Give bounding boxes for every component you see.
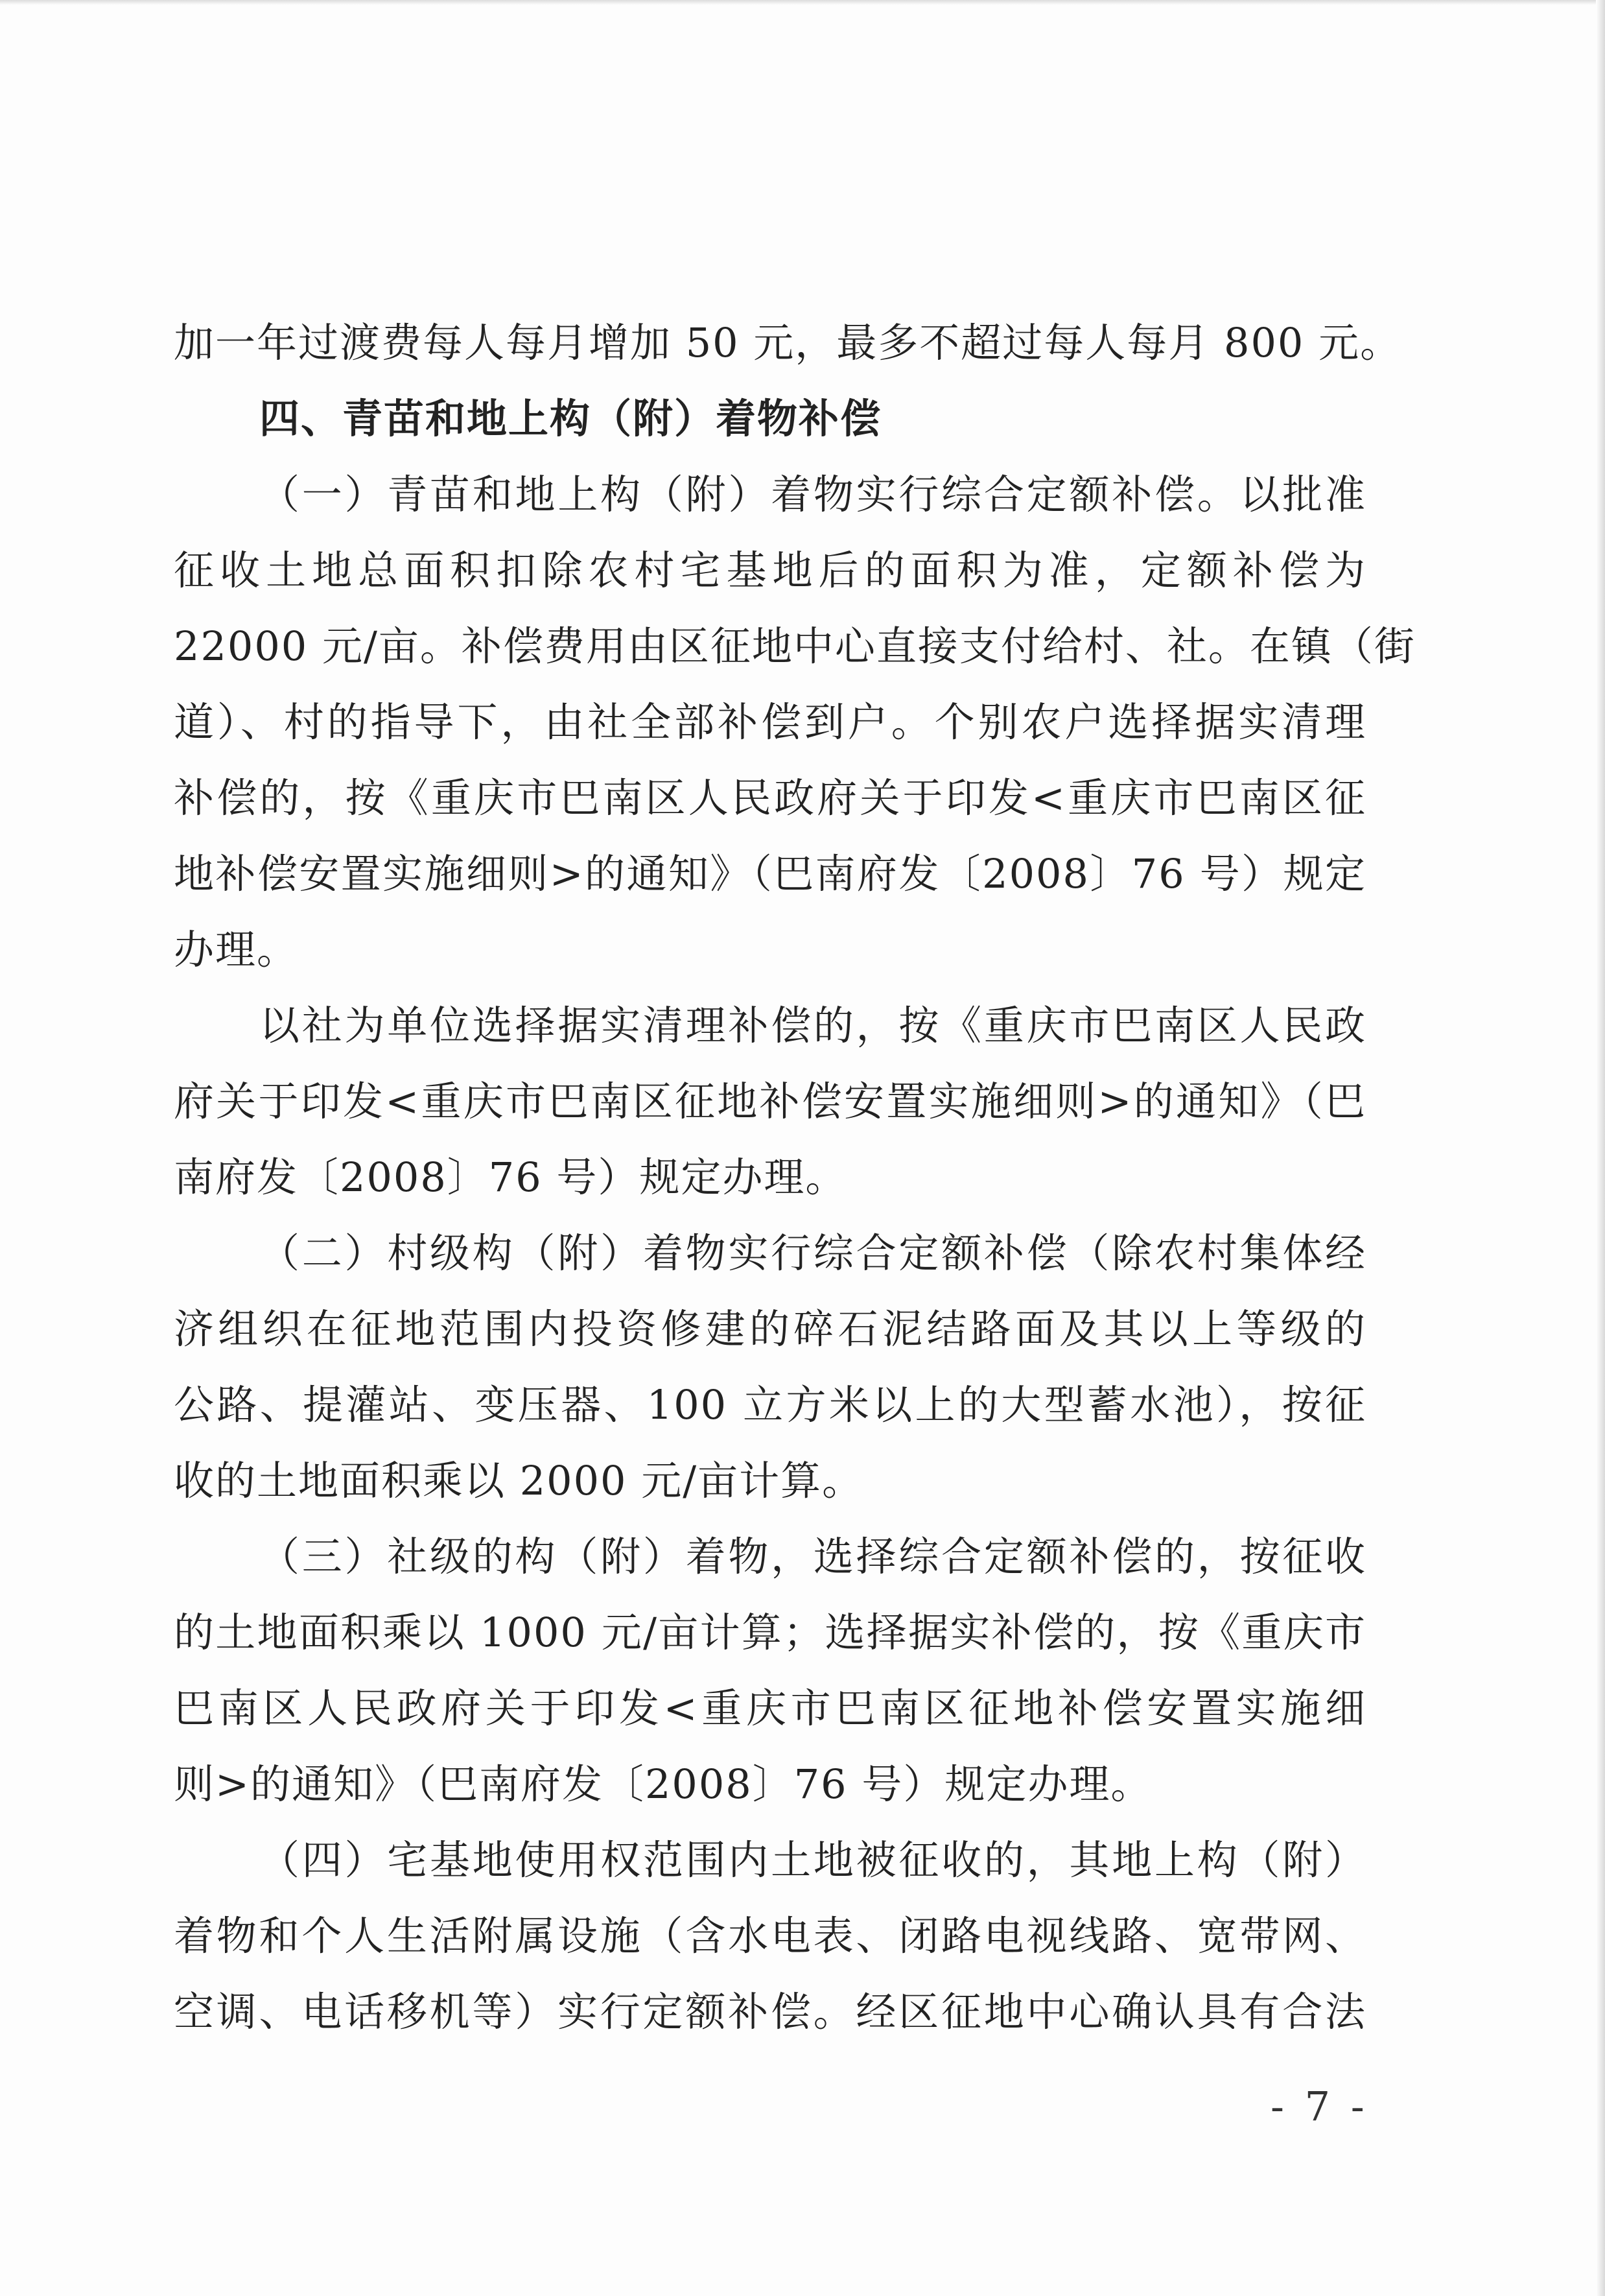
text-line: 府关于印发<重庆市巴南区征地补偿安置实施细则>的通知》（巴 (174, 1078, 1366, 1125)
text-line: 着物和个人生活附属设施（含水电表、闭路电视线路、宽带网、 (174, 1912, 1366, 1959)
text-line: 加一年过渡费每人每月增加 50 元，最多不超过每人每月 800 元。 (174, 319, 1402, 366)
scan-right-edge (1596, 0, 1605, 2296)
text-line: 收的土地面积乘以 2000 元/亩计算。 (174, 1457, 864, 1504)
text-line: 补偿的，按《重庆市巴南区人民政府关于印发<重庆市巴南区征 (174, 774, 1366, 822)
text-line: 公路、提灌站、变压器、100 立方米以上的大型蓄水池），按征 (174, 1381, 1366, 1428)
text-line: （一）青苗和地上构（附）着物实行综合定额补偿。以批准 (259, 471, 1366, 518)
text-line: 22000 元/亩。补偿费用由区征地中心直接支付给村、社。在镇（街 (174, 622, 1416, 670)
text-line: 以社为单位选择据实清理补偿的，按《重庆市巴南区人民政 (259, 1002, 1366, 1049)
text-line: （三）社级的构（附）着物，选择综合定额补偿的，按征收 (259, 1533, 1366, 1580)
text-line: 征收土地总面积扣除农村宅基地后的面积为准，定额补偿为 (174, 547, 1366, 594)
section-heading: 四、青苗和地上构（附）着物补偿 (259, 395, 882, 442)
text-line: 空调、电话移机等）实行定额补偿。经区征地中心确认具有合法 (174, 1988, 1366, 2035)
text-line: 济组织在征地范围内投资修建的碎石泥结路面及其以上等级的 (174, 1305, 1366, 1353)
text-line: 巴南区人民政府关于印发<重庆市巴南区征地补偿安置实施细 (174, 1685, 1366, 1732)
text-line: 道）、村的指导下，由社全部补偿到户。个别农户选择据实清理 (174, 698, 1366, 746)
text-line: 办理。 (174, 926, 299, 973)
text-line: 的土地面积乘以 1000 元/亩计算；选择据实补偿的，按《重庆市 (174, 1609, 1366, 1656)
document-body (174, 305, 1416, 2050)
text-line: 南府发〔2008〕76 号）规定办理。 (174, 1154, 847, 1201)
text-line: 地补偿安置实施细则>的通知》（巴南府发〔2008〕76 号）规定 (174, 850, 1366, 897)
scan-top-edge (0, 0, 1605, 5)
text-line: （四）宅基地使用权范围内土地被征收的，其地上构（附） (259, 1836, 1366, 1884)
text-line: （二）村级构（附）着物实行综合定额补偿（除农村集体经 (259, 1229, 1366, 1277)
text-line: 则>的通知》（巴南府发〔2008〕76 号）规定办理。 (174, 1760, 1153, 1808)
page-number: - 7 - (1271, 2083, 1368, 2130)
